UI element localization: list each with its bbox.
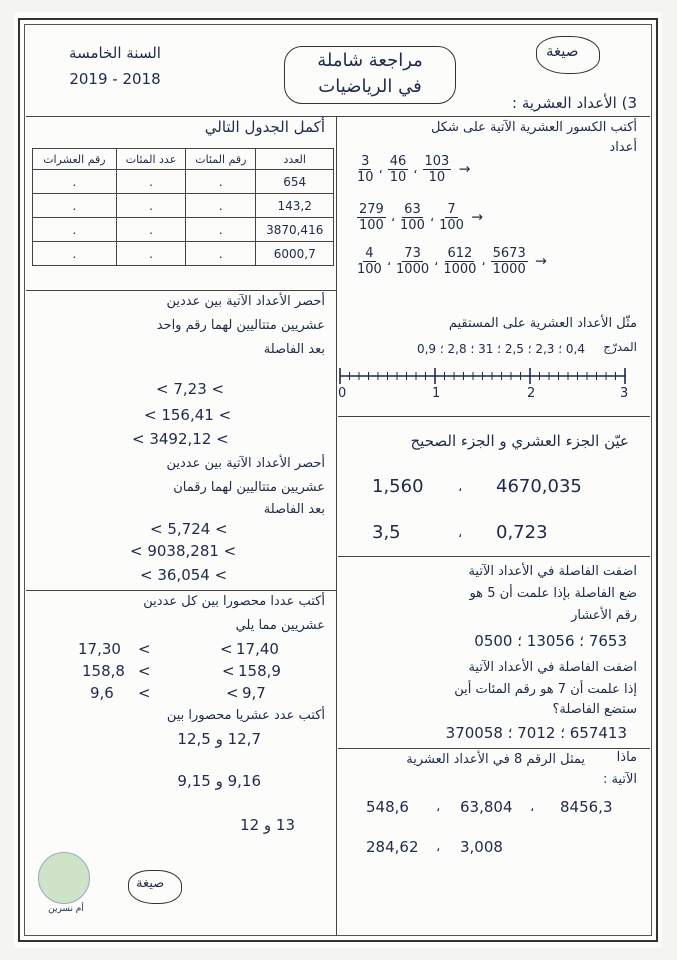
ex3-sep-2: ، [458, 526, 463, 541]
ex4-title-b: ضع الفاصلة بإذا علمت أن 5 هو [469, 586, 637, 601]
fractions-row-2 [354, 202, 483, 233]
ex6-title-b: يمثل الرقم 8 في الأعداد العشرية [406, 752, 585, 767]
nl-label-0: 0 [338, 386, 347, 401]
fraction-separator: ، [378, 162, 383, 177]
fraction-numerator: 46 [389, 154, 407, 169]
fraction-numerator: 4 [365, 246, 374, 261]
left-ex4-lt: < [220, 640, 233, 658]
left-ex4-lt: < [138, 684, 151, 702]
fraction-separator: ، [390, 210, 396, 225]
fraction-denominator: 100 [357, 262, 382, 277]
fraction-denominator: 10 [357, 170, 374, 185]
header-divider [26, 116, 650, 117]
year-label: 2019 - 2018 [69, 70, 161, 88]
ex2-title-b: المدرّج [603, 340, 637, 354]
left-ex3-title-c: بعد الفاصلة [263, 502, 325, 517]
ex3-value-1: 1,560 [372, 476, 424, 497]
ex6-title-c: الآتية : [602, 772, 637, 787]
place-value-table [32, 148, 334, 266]
arrow-icon: → [466, 209, 484, 226]
fraction [388, 154, 409, 185]
ex5-title-c: ستضع الفاصلة؟ [552, 702, 637, 717]
table-cell[interactable]: . [116, 194, 185, 218]
left-ex4-left-value: 17,30 [78, 640, 121, 658]
left-ex4-lt: < [138, 640, 151, 658]
header-logo-text: صيغة [546, 42, 579, 60]
fraction-numerator: 3 [361, 154, 370, 169]
table-cell[interactable]: . [186, 242, 256, 266]
table-row [33, 194, 334, 218]
left-ex3-item: < 36,054 < [140, 566, 228, 584]
ex1-title-b: أعداد [609, 140, 637, 155]
table-cell: 6000,7 [256, 242, 334, 266]
table-row [33, 218, 334, 242]
ex6-value-4: 284,62 [366, 838, 419, 856]
grade-label: السنة الخامسة [69, 44, 161, 62]
table-cell[interactable]: . [186, 194, 256, 218]
page-title-line2: في الرياضيات [318, 76, 422, 97]
right-divider-1 [338, 416, 650, 417]
table-header: العدد [256, 149, 334, 170]
column-divider [336, 116, 337, 936]
ex6-sep-1: ، [436, 800, 441, 815]
table-row [33, 170, 334, 194]
ex2-title-a: مثّل الأعداد العشرية على المستقيم [448, 316, 637, 331]
fraction-separator: ، [481, 254, 486, 269]
fraction-numerator: 73 [404, 246, 421, 261]
ex5-title-a: اضفت الفاصلة في الأعداد الآتية [468, 660, 637, 675]
fraction-denominator: 1000 [492, 262, 526, 277]
right-divider-3 [338, 748, 650, 749]
table-cell[interactable]: . [116, 242, 185, 266]
fraction [357, 246, 382, 277]
ex6-sep-2: ، [530, 800, 535, 815]
footer-logo-text: صيغة [136, 876, 165, 891]
fraction-numerator: 63 [404, 202, 421, 217]
fraction-denominator: 10 [389, 170, 407, 185]
left-ex5-item: 9,16 و 9,15 [177, 772, 261, 790]
ex4-numbers: 7653 ؛ 13056 ؛ 0500 [474, 632, 627, 650]
ex1-title-a: أكتب الكسور العشرية الآتية على شكل [430, 120, 637, 135]
fraction [491, 246, 528, 277]
stamp-caption: أم نسرين [48, 904, 84, 914]
left-ex2-title-c: بعد الفاصلة [263, 342, 325, 357]
ex4-title-a: اضفت الفاصلة في الأعداد الآتية [468, 564, 637, 579]
left-ex2-item: < 156,41 < [144, 406, 232, 424]
section-title: 3) الأعداد العشرية : [512, 94, 637, 112]
fractions-row-1 [354, 154, 471, 185]
ex6-title-a: ماذا [616, 750, 637, 765]
ex6-value-3: 8456,3 [560, 798, 613, 816]
fraction [396, 246, 429, 277]
fraction-denominator: 100 [359, 218, 384, 233]
fraction-numerator: 279 [359, 202, 384, 217]
table-title: أكمل الجدول التالي [204, 118, 325, 136]
table-cell[interactable]: . [186, 170, 256, 194]
table-cell[interactable]: . [33, 194, 117, 218]
left-ex3-title-b: عشريين متتاليين لهما رقمان [173, 480, 325, 495]
fraction-denominator: 10 [428, 170, 446, 185]
fraction-numerator: 612 [447, 246, 473, 261]
left-ex2-title-b: عشريين متتاليين لهما رقم واحد [156, 318, 325, 333]
arrow-icon: → [454, 161, 471, 178]
ex6-value-1: 548,6 [366, 798, 409, 816]
table-cell[interactable]: . [116, 218, 185, 242]
fraction [423, 154, 452, 185]
fraction-denominator: 100 [400, 218, 425, 233]
left-ex4-right-value: 158,9 [238, 662, 281, 680]
table-row [33, 242, 334, 266]
left-ex4-lt: < [222, 662, 235, 680]
fraction-numerator: 5673 [492, 246, 526, 261]
left-ex5-item: 12,7 و 12,5 [177, 730, 261, 748]
ex5-title-b: إذا علمت أن 7 هو رقم المئات أين [454, 682, 637, 697]
left-ex4-title-a: أكتب عددا محصورا بين كل عددين [143, 594, 325, 609]
left-ex4-right-value: 9,7 [242, 684, 266, 702]
left-ex3-item: < 5,724 < [150, 520, 228, 538]
left-ex4-lt: < [226, 684, 239, 702]
fraction [400, 202, 425, 233]
fraction-numerator: 103 [424, 154, 450, 169]
left-divider-1 [26, 290, 336, 291]
page-title-line1: مراجعة شاملة [317, 50, 423, 71]
ex6-sep-3: ، [436, 840, 441, 855]
fraction-separator: ، [413, 162, 418, 177]
ex4-title-c: رقم الأعشار [571, 608, 637, 623]
left-ex3-title-a: أحصر الأعداد الآتية بين عددين [166, 456, 325, 471]
teacher-stamp [38, 852, 90, 904]
left-ex5-title: أكتب عدد عشريا محصورا بين [166, 708, 325, 723]
fraction [443, 246, 476, 277]
nl-label-3: 3 [620, 386, 629, 401]
fraction-denominator: 1000 [443, 262, 477, 277]
table-cell: 143,2 [256, 194, 334, 218]
ex6-value-2: 63,804 [460, 798, 513, 816]
table-cell[interactable]: . [33, 218, 117, 242]
table-cell: 3870,416 [256, 218, 334, 242]
left-ex4-right-value: 17,40 [236, 640, 279, 658]
fraction [357, 154, 374, 185]
ex6-value-5: 3,008 [460, 838, 503, 856]
ex3-title: عيّن الجزء العشري و الجزء الصحيح [410, 432, 629, 450]
table-cell[interactable]: . [116, 170, 185, 194]
left-divider-2 [26, 590, 336, 591]
left-ex4-title-b: عشريين مما يلي [235, 618, 325, 633]
ex3-value-4: 0,723 [496, 522, 548, 543]
number-line [336, 362, 636, 402]
ex3-value-2: 4670,035 [496, 476, 582, 497]
ex2-numbers: 0,4 ؛ 2,3 ؛ 2,5 ؛ 31 ؛ 2,8 ؛ 0,9 [416, 342, 585, 356]
left-ex2-item: < 3492,12 < [132, 430, 229, 448]
table-header: رقم العشرات [33, 149, 117, 170]
fraction-separator: ، [429, 210, 435, 225]
left-ex2-title-a: أحصر الأعداد الآتية بين عددين [166, 294, 325, 309]
fraction-denominator: 1000 [396, 262, 430, 277]
table-cell: 654 [256, 170, 334, 194]
ex3-sep-1: ، [458, 480, 463, 495]
nl-label-2: 2 [527, 386, 536, 401]
arrow-icon: → [530, 253, 547, 270]
table-cell[interactable]: . [33, 242, 117, 266]
fraction-numerator: 7 [447, 202, 456, 217]
table-cell[interactable]: . [33, 170, 117, 194]
fraction [357, 202, 386, 233]
table-header-row [33, 149, 334, 170]
fraction-separator: ، [434, 254, 439, 269]
fractions-row-3 [354, 246, 547, 277]
left-ex5-item: 13 و 12 [240, 816, 295, 834]
left-ex2-item: < 7,23 < [156, 380, 225, 398]
left-ex3-item: < 9038,281 < [130, 542, 237, 560]
fraction [439, 202, 464, 233]
fraction-denominator: 100 [439, 218, 464, 233]
ex3-value-3: 3,5 [372, 522, 401, 543]
right-divider-2 [338, 556, 650, 557]
nl-label-1: 1 [432, 386, 441, 401]
table-header: رقم المئات [186, 149, 256, 170]
ex5-numbers: 657413 ؛ 7012 ؛ 370058 [445, 724, 627, 742]
table-header: عدد المئات [116, 149, 185, 170]
left-ex4-lt: < [138, 662, 151, 680]
fraction-separator: ، [386, 254, 392, 269]
table-cell[interactable]: . [186, 218, 256, 242]
left-ex4-left-value: 9,6 [90, 684, 114, 702]
left-ex4-left-value: 158,8 [82, 662, 125, 680]
